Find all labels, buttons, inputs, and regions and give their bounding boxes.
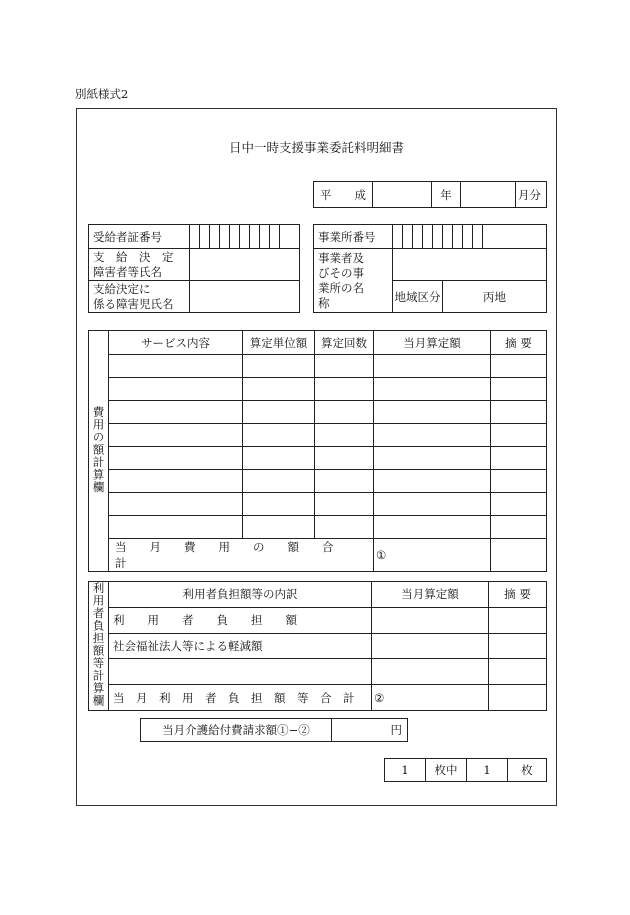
provider-digit[interactable]: [423, 225, 433, 249]
page-total: 1: [467, 759, 508, 782]
year-unit: 年: [432, 182, 461, 208]
burden-total-note[interactable]: [489, 685, 547, 711]
service-cell[interactable]: [109, 424, 243, 447]
service-cell[interactable]: [109, 355, 243, 378]
header-breakdown: 利用者負担額等の内訳: [109, 582, 372, 608]
blank-label[interactable]: [109, 659, 372, 685]
reduction-amount[interactable]: [372, 633, 489, 659]
provider-table: [313, 224, 547, 313]
amount-cell[interactable]: [374, 470, 491, 493]
recipient-table: [88, 224, 300, 313]
provider-digit[interactable]: [433, 225, 443, 249]
note-cell[interactable]: [491, 470, 547, 493]
cost-total-marker: ①: [376, 548, 387, 562]
provider-digit[interactable]: [443, 225, 453, 249]
amount-cell[interactable]: [374, 493, 491, 516]
cost-table: [88, 330, 547, 572]
count-cell[interactable]: [315, 493, 374, 516]
page-count-table: [384, 758, 547, 782]
service-cell[interactable]: [109, 401, 243, 424]
amount-cell[interactable]: [374, 401, 491, 424]
child-name-field[interactable]: [190, 281, 300, 313]
cost-side-label: 費用の額計算欄: [91, 405, 106, 494]
claim-unit: 円: [390, 723, 402, 737]
service-cell[interactable]: [109, 516, 243, 539]
note-cell[interactable]: [491, 424, 547, 447]
page-middle: 枚中: [426, 759, 467, 782]
user-burden-label: 利 用 者 負 担 額: [109, 607, 372, 633]
unit-cell[interactable]: [243, 447, 315, 470]
header-unit: 算定単位額: [243, 331, 315, 355]
service-cell[interactable]: [109, 493, 243, 516]
cost-total-note[interactable]: [491, 539, 547, 572]
header-burden-amount: 当月算定額: [372, 582, 489, 608]
page-title: 日中一時支援事業委託料明細書: [228, 140, 404, 155]
month-unit: 月分: [516, 182, 547, 208]
count-cell[interactable]: [315, 355, 374, 378]
cost-total-label: 当 月 費 用 の 額 合 計: [109, 539, 374, 572]
id-digit[interactable]: [210, 225, 220, 249]
note-cell[interactable]: [491, 401, 547, 424]
guardian-label-line1: 支 給 決 定: [93, 249, 174, 264]
amount-cell[interactable]: [374, 424, 491, 447]
provider-digit[interactable]: [463, 225, 473, 249]
header-service: サービス内容: [109, 331, 243, 355]
service-cell[interactable]: [109, 447, 243, 470]
note-cell[interactable]: [491, 493, 547, 516]
claim-label: 当月介護給付費請求額①−②: [141, 719, 332, 742]
note-cell[interactable]: [491, 355, 547, 378]
unit-cell[interactable]: [243, 516, 315, 539]
page-unit: 枚: [508, 759, 547, 782]
era-label: 平 成: [314, 182, 373, 208]
provider-digit[interactable]: [413, 225, 423, 249]
date-table: [313, 181, 547, 208]
count-cell[interactable]: [315, 516, 374, 539]
claim-table: [140, 718, 408, 742]
header-burden-note: 摘 要: [489, 582, 547, 608]
id-digit[interactable]: [250, 225, 260, 249]
unit-cell[interactable]: [243, 424, 315, 447]
provider-name-label-4: 称: [318, 295, 330, 310]
count-cell[interactable]: [315, 470, 374, 493]
provider-name-label-3: 業所の名: [318, 280, 364, 295]
unit-cell[interactable]: [243, 355, 315, 378]
provider-number-label: 事業所番号: [314, 225, 393, 249]
user-burden-amount[interactable]: [372, 607, 489, 633]
provider-digit[interactable]: [473, 225, 483, 249]
burden-total-marker: ②: [374, 690, 385, 705]
note-cell[interactable]: [491, 516, 547, 539]
unit-cell[interactable]: [243, 470, 315, 493]
child-label-line1: 支給決定に: [93, 281, 151, 296]
id-digit[interactable]: [260, 225, 270, 249]
note-cell[interactable]: [491, 378, 547, 401]
header-note: 摘 要: [491, 331, 547, 355]
user-burden-note[interactable]: [489, 607, 547, 633]
provider-name-label-1: 事業者及: [318, 250, 364, 265]
child-label-line2: 係る障害児氏名: [93, 296, 174, 311]
cost-total-row: [89, 539, 547, 572]
claim-amount-field[interactable]: [332, 719, 408, 742]
table-row: [89, 516, 547, 539]
guardian-name-field[interactable]: [190, 249, 300, 281]
cost-total-cell[interactable]: [374, 539, 491, 572]
amount-cell[interactable]: [374, 447, 491, 470]
amount-cell[interactable]: [374, 516, 491, 539]
page-current: 1: [385, 759, 426, 782]
table-row: [89, 378, 547, 401]
region-label: 地域区分: [393, 281, 443, 313]
burden-total-cell[interactable]: [372, 685, 489, 711]
unit-cell[interactable]: [243, 378, 315, 401]
id-digit[interactable]: [230, 225, 240, 249]
table-row: [89, 401, 547, 424]
header-amount: 当月算定額: [374, 331, 491, 355]
provider-digit[interactable]: [483, 225, 547, 249]
region-value: 丙地: [443, 281, 547, 313]
table-row: [89, 447, 547, 470]
service-cell[interactable]: [109, 470, 243, 493]
provider-name-label-2: びその事: [318, 265, 364, 280]
count-cell[interactable]: [315, 401, 374, 424]
burden-total-label: 当 月 利 用 者 負 担 額 等 合 計: [109, 685, 372, 711]
provider-digit[interactable]: [403, 225, 413, 249]
month-field[interactable]: [461, 182, 516, 208]
table-row: [89, 470, 547, 493]
unit-cell[interactable]: [243, 401, 315, 424]
count-cell[interactable]: [315, 447, 374, 470]
guardian-label-line2: 障害者等氏名: [93, 264, 162, 279]
id-digit[interactable]: [270, 225, 280, 249]
id-digit[interactable]: [240, 225, 250, 249]
table-row: [89, 424, 547, 447]
form-label: 別紙様式2: [75, 87, 129, 101]
provider-digit[interactable]: [453, 225, 463, 249]
count-cell[interactable]: [315, 378, 374, 401]
blank-amount[interactable]: [372, 659, 489, 685]
header-count: 算定回数: [315, 331, 374, 355]
service-cell[interactable]: [109, 378, 243, 401]
amount-cell[interactable]: [374, 378, 491, 401]
recipient-id-label: 受給者証番号: [93, 229, 162, 244]
id-digit[interactable]: [280, 225, 300, 249]
amount-cell[interactable]: [374, 355, 491, 378]
id-digit[interactable]: [200, 225, 210, 249]
id-digit[interactable]: [190, 225, 200, 249]
note-cell[interactable]: [491, 447, 547, 470]
reduction-note[interactable]: [489, 633, 547, 659]
burden-side-label: 利用者負担額等計算欄: [91, 582, 106, 707]
table-row: [89, 355, 547, 378]
unit-cell[interactable]: [243, 493, 315, 516]
blank-note[interactable]: [489, 659, 547, 685]
reduction-label: 社会福祉法人等による軽減額: [109, 633, 372, 659]
provider-name-field[interactable]: [393, 249, 547, 281]
era-year-field[interactable]: [373, 182, 432, 208]
id-digit[interactable]: [220, 225, 230, 249]
count-cell[interactable]: [315, 424, 374, 447]
provider-digit[interactable]: [393, 225, 403, 249]
burden-table: [88, 581, 547, 711]
table-row: [89, 493, 547, 516]
